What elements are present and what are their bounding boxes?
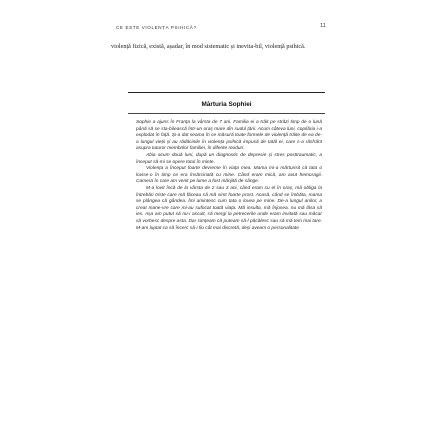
testimony-paragraph-1: Sophie a ajuns în Franța la vârsta de 7 ani. Familia ei a trăit pe străzi timp de o lună până să se sta-bilească într-un oraș mare din sudul țării. Acum câteva luni, copilăria i-a explodat în față. Și-a dat seama în ce măsură toate formele de violență trăite de ea de-a lungul vieții și au rădăcinile în violența psihică impusă de tatăl ei, care s-a răsfrânt asupra tuturor membrilor familiei, în diferite moduri. [136, 120, 322, 152]
testimony-paragraph-3: Violența a început foarte devreme în viața mea. Mama mi-a mărturisit că tata o lovise-o în timp ce era însărcinată cu mine. Când eram mică, am avut hemoragii. Camera în care am venit pe lume a fost mânjită de sânge. [136, 166, 322, 185]
page-number: 11 [320, 23, 326, 29]
title-divider [128, 113, 325, 114]
testimony-box [128, 92, 325, 431]
testimony-body [136, 120, 322, 232]
testimony-title: Mărturia Sophiei [201, 101, 252, 108]
running-title: CE ESTE VIOLENȚA PSIHICĂ? [116, 25, 197, 30]
testimony-paragraph-4: M-a lovit încă de la vârsta de 2 sau 3 ani, când eram cu el în oraș, mă obliga la întrebări triste care mă făceau să mă simt foarte prost. Acasă, când se îmbăta, mama se plângea că gândea. Îmi amintesc cum tata o lovea pe mine. De-a lungul anilor, a creat mane-vre care mi-au sufocat toată viața. Mă insulta, mă înjosea, nu mă lăsa să ies. Așa am putut să nu-i ascult, să mergi la petrecerile unde eram invitată sau măcar să vorbesc despre asta. Dar simțeam că puteam să-l păcălesc sau să mă tem mai tare. M-am luptat ca să încerc să-i fiu cât mai discretă, deși aveam o personalitate [136, 185, 322, 231]
intro-paragraph: violență fizică, există, așadar, în mod sistematic și inevita-bil, violență psihică. [111, 43, 306, 50]
testimony-paragraph-2: Abia acum două luni, după un diagnostic de depresie și stres posttraumatic, a început să-mi se opere totul în minte. [136, 152, 322, 165]
